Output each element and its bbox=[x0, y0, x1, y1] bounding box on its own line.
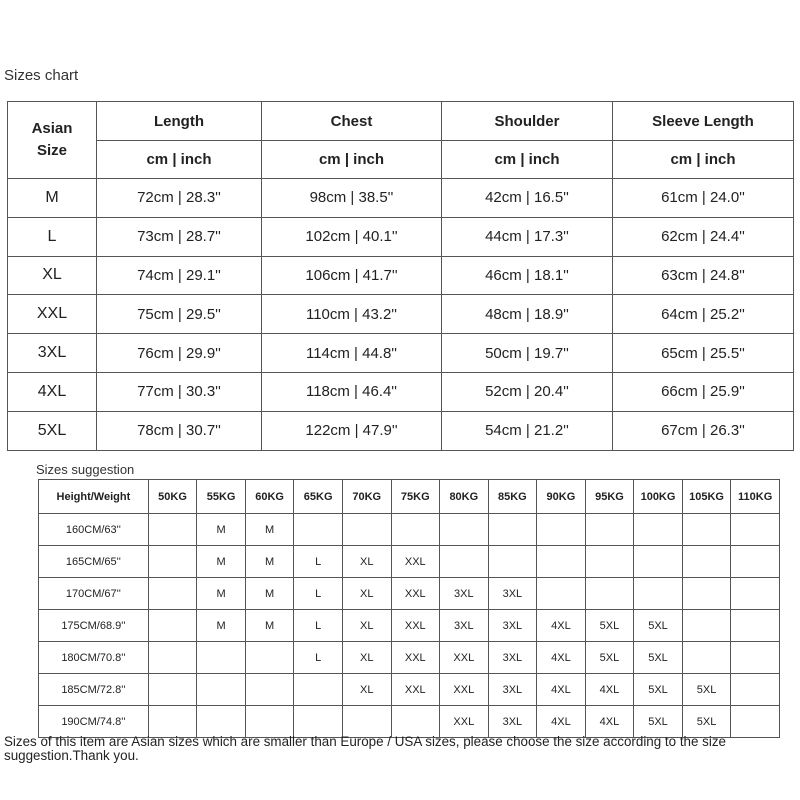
size-cell-size: M bbox=[8, 179, 97, 218]
height-label: 165CM/65'' bbox=[39, 546, 149, 578]
height-label: 180CM/70.8'' bbox=[39, 642, 149, 674]
suggestion-cell: 5XL bbox=[682, 674, 731, 706]
suggestion-cell bbox=[585, 546, 634, 578]
size-cell-chest: 118cm | 46.4'' bbox=[262, 372, 442, 411]
height-label: 175CM/68.9'' bbox=[39, 610, 149, 642]
size-cell-shoulder: 44cm | 17.3'' bbox=[442, 217, 613, 256]
header-length: Length bbox=[97, 102, 262, 141]
size-row bbox=[8, 217, 794, 256]
suggestion-cell bbox=[634, 546, 683, 578]
suggestion-cell bbox=[197, 642, 246, 674]
sizes-chart-body bbox=[8, 179, 794, 451]
sizes-chart-title: Sizes chart bbox=[4, 67, 79, 84]
size-cell-shoulder: 50cm | 19.7'' bbox=[442, 334, 613, 373]
suggestion-body bbox=[39, 514, 780, 738]
suggestion-cell: XXL bbox=[391, 674, 440, 706]
suggestion-cell: L bbox=[294, 610, 343, 642]
size-cell-sleeve: 64cm | 25.2'' bbox=[613, 295, 794, 334]
sizes-chart-unit-row bbox=[8, 141, 794, 179]
suggestion-cell: XL bbox=[342, 546, 391, 578]
suggestion-cell: 5XL bbox=[585, 610, 634, 642]
size-cell-chest: 106cm | 41.7'' bbox=[262, 256, 442, 295]
size-cell-size: XXL bbox=[8, 295, 97, 334]
suggestion-cell: XXL bbox=[440, 706, 489, 738]
suggestion-row bbox=[39, 706, 780, 738]
suggestion-cell: L bbox=[294, 642, 343, 674]
suggestion-cell bbox=[342, 514, 391, 546]
suggestion-cell: M bbox=[197, 578, 246, 610]
size-cell-shoulder: 54cm | 21.2'' bbox=[442, 411, 613, 450]
suggestion-cell bbox=[634, 578, 683, 610]
size-cell-length: 75cm | 29.5'' bbox=[97, 295, 262, 334]
suggestion-cell: 4XL bbox=[585, 674, 634, 706]
weight-header: 95KG bbox=[585, 480, 634, 514]
suggestion-cell: M bbox=[245, 610, 294, 642]
suggestion-cell: 5XL bbox=[682, 706, 731, 738]
suggestion-cell: XL bbox=[342, 642, 391, 674]
suggestion-cell: 3XL bbox=[488, 674, 537, 706]
suggestion-cell: XXL bbox=[391, 642, 440, 674]
size-cell-size: XL bbox=[8, 256, 97, 295]
size-cell-sleeve: 63cm | 24.8'' bbox=[613, 256, 794, 295]
suggestion-cell: M bbox=[245, 546, 294, 578]
suggestion-cell bbox=[537, 546, 586, 578]
size-cell-chest: 122cm | 47.9'' bbox=[262, 411, 442, 450]
size-cell-chest: 102cm | 40.1'' bbox=[262, 217, 442, 256]
size-cell-size: 4XL bbox=[8, 372, 97, 411]
sizes-chart-header-row bbox=[8, 102, 794, 141]
suggestion-cell: M bbox=[245, 578, 294, 610]
suggestion-cell: XXL bbox=[440, 674, 489, 706]
suggestion-cell bbox=[440, 514, 489, 546]
size-row bbox=[8, 372, 794, 411]
suggestion-cell bbox=[197, 674, 246, 706]
size-cell-shoulder: 52cm | 20.4'' bbox=[442, 372, 613, 411]
height-label: 190CM/74.8'' bbox=[39, 706, 149, 738]
suggestion-cell: XL bbox=[342, 578, 391, 610]
suggestion-row bbox=[39, 610, 780, 642]
header-asian-size-line2: Size bbox=[36, 142, 67, 159]
size-cell-sleeve: 67cm | 26.3'' bbox=[613, 411, 794, 450]
weight-header: 80KG bbox=[440, 480, 489, 514]
suggestion-cell bbox=[197, 706, 246, 738]
suggestion-cell: XXL bbox=[391, 546, 440, 578]
suggestion-cell: 4XL bbox=[537, 610, 586, 642]
weight-header: 85KG bbox=[488, 480, 537, 514]
sizes-chart-table bbox=[7, 101, 794, 451]
size-cell-shoulder: 48cm | 18.9'' bbox=[442, 295, 613, 334]
suggestion-row bbox=[39, 514, 780, 546]
suggestion-cell bbox=[585, 514, 634, 546]
suggestion-cell bbox=[245, 642, 294, 674]
suggestion-cell bbox=[488, 514, 537, 546]
header-chest: Chest bbox=[262, 102, 442, 141]
size-cell-length: 78cm | 30.7'' bbox=[97, 411, 262, 450]
size-cell-length: 73cm | 28.7'' bbox=[97, 217, 262, 256]
suggestion-cell: 4XL bbox=[537, 706, 586, 738]
suggestion-cell: XL bbox=[342, 610, 391, 642]
suggestion-cell: 3XL bbox=[488, 642, 537, 674]
weight-header: 75KG bbox=[391, 480, 440, 514]
suggestion-header-row bbox=[39, 480, 780, 514]
sizes-suggestion-table bbox=[38, 479, 780, 738]
suggestion-cell bbox=[294, 514, 343, 546]
suggestion-cell: 5XL bbox=[634, 610, 683, 642]
suggestion-cell bbox=[537, 578, 586, 610]
suggestion-cell: 4XL bbox=[537, 674, 586, 706]
suggestion-cell: 3XL bbox=[488, 706, 537, 738]
unit-label-length: cm | inch bbox=[97, 141, 262, 179]
unit-label-sleeve: cm | inch bbox=[613, 141, 794, 179]
suggestion-cell: 5XL bbox=[634, 642, 683, 674]
unit-label-chest: cm | inch bbox=[262, 141, 442, 179]
suggestion-cell bbox=[585, 578, 634, 610]
suggestion-row bbox=[39, 578, 780, 610]
size-cell-length: 76cm | 29.9'' bbox=[97, 334, 262, 373]
size-cell-size: L bbox=[8, 217, 97, 256]
size-cell-size: 3XL bbox=[8, 334, 97, 373]
size-cell-sleeve: 66cm | 25.9'' bbox=[613, 372, 794, 411]
sizes-suggestion-title: Sizes suggestion bbox=[36, 462, 135, 477]
size-cell-shoulder: 42cm | 16.5'' bbox=[442, 179, 613, 218]
size-cell-length: 74cm | 29.1'' bbox=[97, 256, 262, 295]
header-asian-size bbox=[8, 102, 97, 179]
suggestion-cell bbox=[440, 546, 489, 578]
weight-header: 90KG bbox=[537, 480, 586, 514]
suggestion-cell bbox=[731, 706, 780, 738]
weight-header: 50KG bbox=[148, 480, 197, 514]
suggestion-cell: M bbox=[197, 514, 246, 546]
suggestion-row bbox=[39, 674, 780, 706]
suggestion-cell: 5XL bbox=[634, 706, 683, 738]
suggestion-cell bbox=[731, 610, 780, 642]
suggestion-cell bbox=[148, 610, 197, 642]
suggestion-cell: L bbox=[294, 546, 343, 578]
size-row bbox=[8, 179, 794, 218]
size-note: Sizes of this item are Asian sizes which are smaller than Europe / USA sizes, please choose the size according to the size suggestion.Thank you. bbox=[4, 734, 726, 763]
size-cell-sleeve: 62cm | 24.4'' bbox=[613, 217, 794, 256]
suggestion-cell bbox=[682, 610, 731, 642]
suggestion-cell: XXL bbox=[440, 642, 489, 674]
suggestion-cell bbox=[634, 514, 683, 546]
suggestion-cell bbox=[294, 674, 343, 706]
suggestion-cell: 5XL bbox=[634, 674, 683, 706]
suggestion-cell bbox=[245, 674, 294, 706]
suggestion-cell: 5XL bbox=[585, 642, 634, 674]
suggestion-cell bbox=[148, 674, 197, 706]
size-row bbox=[8, 295, 794, 334]
suggestion-cell bbox=[488, 546, 537, 578]
suggestion-cell: M bbox=[197, 546, 246, 578]
height-label: 170CM/67'' bbox=[39, 578, 149, 610]
size-cell-sleeve: 61cm | 24.0'' bbox=[613, 179, 794, 218]
size-row bbox=[8, 334, 794, 373]
size-cell-chest: 98cm | 38.5'' bbox=[262, 179, 442, 218]
suggestion-cell: XXL bbox=[391, 578, 440, 610]
suggestion-row bbox=[39, 642, 780, 674]
suggestion-cell: XXL bbox=[391, 610, 440, 642]
suggestion-cell bbox=[391, 706, 440, 738]
weight-header: 70KG bbox=[342, 480, 391, 514]
size-cell-size: 5XL bbox=[8, 411, 97, 450]
weight-header: 65KG bbox=[294, 480, 343, 514]
suggestion-cell bbox=[731, 546, 780, 578]
size-cell-chest: 114cm | 44.8'' bbox=[262, 334, 442, 373]
suggestion-cell: 4XL bbox=[585, 706, 634, 738]
suggestion-cell: 4XL bbox=[537, 642, 586, 674]
suggestion-cell: M bbox=[197, 610, 246, 642]
suggestion-cell: 3XL bbox=[488, 610, 537, 642]
suggestion-cell: 3XL bbox=[440, 578, 489, 610]
size-cell-length: 72cm | 28.3'' bbox=[97, 179, 262, 218]
size-cell-chest: 110cm | 43.2'' bbox=[262, 295, 442, 334]
suggestion-row bbox=[39, 546, 780, 578]
unit-label-shoulder: cm | inch bbox=[442, 141, 613, 179]
weight-header: 110KG bbox=[731, 480, 780, 514]
suggestion-cell bbox=[342, 706, 391, 738]
suggestion-cell bbox=[245, 706, 294, 738]
suggestion-cell bbox=[537, 514, 586, 546]
header-shoulder: Shoulder bbox=[442, 102, 613, 141]
suggestion-cell bbox=[391, 514, 440, 546]
suggestion-cell bbox=[731, 642, 780, 674]
suggestion-cell bbox=[682, 642, 731, 674]
suggestion-cell bbox=[731, 578, 780, 610]
suggestion-cell: 3XL bbox=[440, 610, 489, 642]
suggestion-cell bbox=[148, 706, 197, 738]
weight-header: 60KG bbox=[245, 480, 294, 514]
suggestion-cell bbox=[682, 578, 731, 610]
suggestion-cell bbox=[294, 706, 343, 738]
suggestion-cell bbox=[682, 514, 731, 546]
header-asian-size-line1: Asian bbox=[31, 120, 73, 137]
suggestion-cell bbox=[148, 514, 197, 546]
suggestion-cell: XL bbox=[342, 674, 391, 706]
weight-header: 100KG bbox=[634, 480, 683, 514]
suggestion-cell bbox=[148, 546, 197, 578]
size-cell-length: 77cm | 30.3'' bbox=[97, 372, 262, 411]
weight-header: 55KG bbox=[197, 480, 246, 514]
size-cell-shoulder: 46cm | 18.1'' bbox=[442, 256, 613, 295]
height-label: 160CM/63'' bbox=[39, 514, 149, 546]
height-label: 185CM/72.8'' bbox=[39, 674, 149, 706]
suggestion-cell bbox=[148, 578, 197, 610]
size-row bbox=[8, 256, 794, 295]
suggestion-cell: L bbox=[294, 578, 343, 610]
suggestion-cell bbox=[731, 674, 780, 706]
suggestion-cell bbox=[682, 546, 731, 578]
suggestion-cell: 3XL bbox=[488, 578, 537, 610]
suggestion-corner-header: Height/Weight bbox=[39, 480, 149, 514]
header-sleeve-length: Sleeve Length bbox=[613, 102, 794, 141]
size-row bbox=[8, 411, 794, 450]
suggestion-cell: M bbox=[245, 514, 294, 546]
suggestion-cell bbox=[148, 642, 197, 674]
size-cell-sleeve: 65cm | 25.5'' bbox=[613, 334, 794, 373]
weight-header: 105KG bbox=[682, 480, 731, 514]
suggestion-cell bbox=[731, 514, 780, 546]
